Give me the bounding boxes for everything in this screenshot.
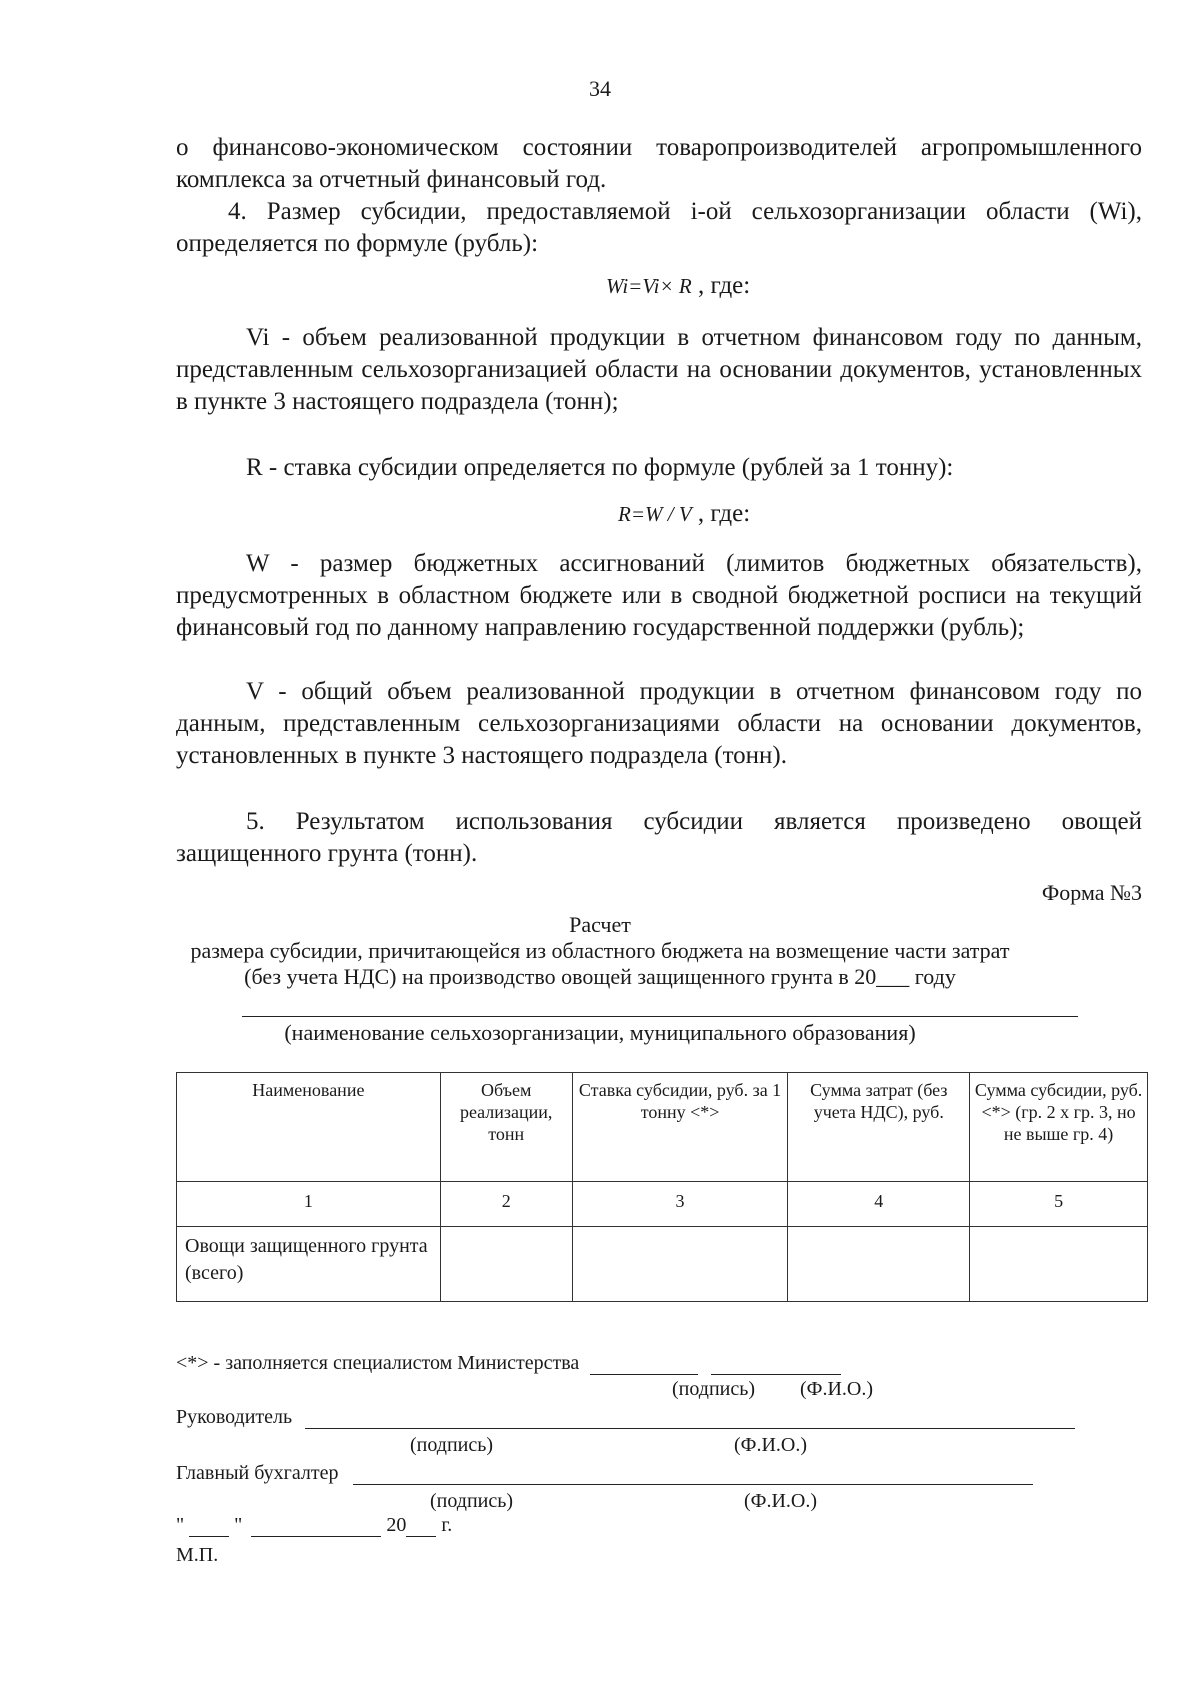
header-volume: Объем реализации, тонн bbox=[440, 1073, 572, 1182]
column-number: 2 bbox=[440, 1182, 572, 1227]
paragraph-v: V - общий объем реализованной продукции в отчетном финансовом году по данным, представленным сельхозорганизациями области на основании документов, установленных в пункте 3 настоящего подраздела (тонн). bbox=[176, 678, 1142, 769]
table-column-number-row bbox=[177, 1182, 1148, 1227]
date-month-line[interactable] bbox=[251, 1536, 381, 1537]
specialist-note-text: <*> - заполняется специалистом Министерства bbox=[176, 1352, 580, 1374]
formula-wi-suffix: , где: bbox=[697, 272, 751, 299]
page-number: 34 bbox=[589, 76, 611, 101]
stamp-label: М.П. bbox=[176, 1544, 219, 1566]
head-signature-row bbox=[176, 1406, 1075, 1429]
form-title: Расчет bbox=[569, 912, 631, 937]
header-rate: Ставка субсидии, руб. за 1 тонну <*> bbox=[572, 1073, 788, 1182]
table-header-row bbox=[177, 1073, 1148, 1182]
form-subtitle-line-1: размера субсидии, причитающейся из областного бюджета на возмещение части затрат bbox=[190, 938, 1010, 963]
volume-cell[interactable] bbox=[440, 1227, 572, 1302]
header-costs: Сумма затрат (без учета НДС), руб. bbox=[788, 1073, 970, 1182]
organization-caption: (наименование сельхозорганизации, муниципального образования) bbox=[284, 1020, 916, 1045]
subsidy-calculation-table bbox=[176, 1072, 1148, 1302]
date-year-line[interactable] bbox=[406, 1536, 436, 1537]
date-quote-open: " bbox=[176, 1514, 185, 1536]
accountant-signature-row bbox=[176, 1462, 1033, 1485]
paragraph-continuation: о финансово-экономическом состоянии товаропроизводителей агропромышленного комплекса за отчетный финансовый год. bbox=[176, 134, 1142, 193]
paragraph-vi: Vi - объем реализованной продукции в отчетном финансовом году по данным, представленным сельхозорганизацией области на основании документов, установленных в пункте 3 настоящего подраздела (тонн); bbox=[176, 324, 1142, 415]
column-number: 1 bbox=[177, 1182, 441, 1227]
formula-wi-expression: Wi=Vi× R bbox=[606, 274, 692, 298]
head-label: Руководитель bbox=[176, 1406, 293, 1428]
organization-name-line bbox=[242, 1016, 1078, 1017]
head-signature-line[interactable] bbox=[305, 1428, 1075, 1429]
date-quote-close: " bbox=[234, 1514, 243, 1536]
head-sign-caption: (подпись) bbox=[410, 1434, 494, 1456]
formula-r-expression: R=W / V bbox=[618, 502, 692, 526]
paragraph-w: W - размер бюджетных ассигнований (лимитов бюджетных обязательств), предусмотренных в областном бюджете или в сводной бюджетной росписи на текущий финансовый год по данному направлению государственной поддержки (рубль); bbox=[176, 550, 1142, 641]
form-number-label: Форма №3 bbox=[1041, 880, 1142, 905]
header-subsidy: Сумма субсидии, руб. <*> (гр. 2 х гр. 3, но не выше гр. 4) bbox=[970, 1073, 1148, 1182]
specialist-name-line[interactable] bbox=[711, 1374, 841, 1375]
formula-r bbox=[618, 500, 750, 528]
form-subtitle-line-2: (без учета НДС) на производство овощей защищенного грунта в 20___ году bbox=[244, 964, 956, 989]
accountant-sign-caption: (подпись) bbox=[430, 1490, 514, 1512]
head-fio-caption: (Ф.И.О.) bbox=[734, 1434, 808, 1456]
date-row bbox=[176, 1514, 452, 1537]
accountant-label: Главный бухгалтер bbox=[176, 1462, 339, 1484]
specialist-note bbox=[176, 1352, 841, 1375]
column-number: 5 bbox=[970, 1182, 1148, 1227]
accountant-signature-line[interactable] bbox=[353, 1484, 1033, 1485]
subsidy-cell[interactable] bbox=[970, 1227, 1148, 1302]
column-number: 3 bbox=[572, 1182, 788, 1227]
header-name: Наименование bbox=[177, 1073, 441, 1182]
accountant-fio-caption: (Ф.И.О.) bbox=[744, 1490, 818, 1512]
date-year-suffix: г. bbox=[441, 1514, 453, 1536]
paragraph-5: 5. Результатом использования субсидии является произведено овощей защищенного грунта (тонн). bbox=[176, 808, 1142, 867]
formula-wi bbox=[606, 272, 750, 300]
specialist-fio-caption: (Ф.И.О.) bbox=[800, 1378, 874, 1400]
costs-cell[interactable] bbox=[788, 1227, 970, 1302]
column-number: 4 bbox=[788, 1182, 970, 1227]
rate-cell[interactable] bbox=[572, 1227, 788, 1302]
formula-r-suffix: , где: bbox=[697, 500, 751, 527]
table-row bbox=[177, 1227, 1148, 1302]
paragraph-r: R - ставка субсидии определяется по формуле (рублей за 1 тонну): bbox=[246, 454, 954, 481]
row-label: Овощи защищенного грунта (всего) bbox=[177, 1227, 441, 1302]
date-day-line[interactable] bbox=[189, 1536, 229, 1537]
specialist-signature-line[interactable] bbox=[590, 1374, 698, 1375]
date-year-prefix: 20 bbox=[386, 1514, 407, 1536]
paragraph-4: 4. Размер субсидии, предоставляемой i-ой сельхозорганизации области (Wi), определяется по формуле (рубль): bbox=[176, 198, 1142, 257]
specialist-sign-caption: (подпись) bbox=[672, 1378, 756, 1400]
